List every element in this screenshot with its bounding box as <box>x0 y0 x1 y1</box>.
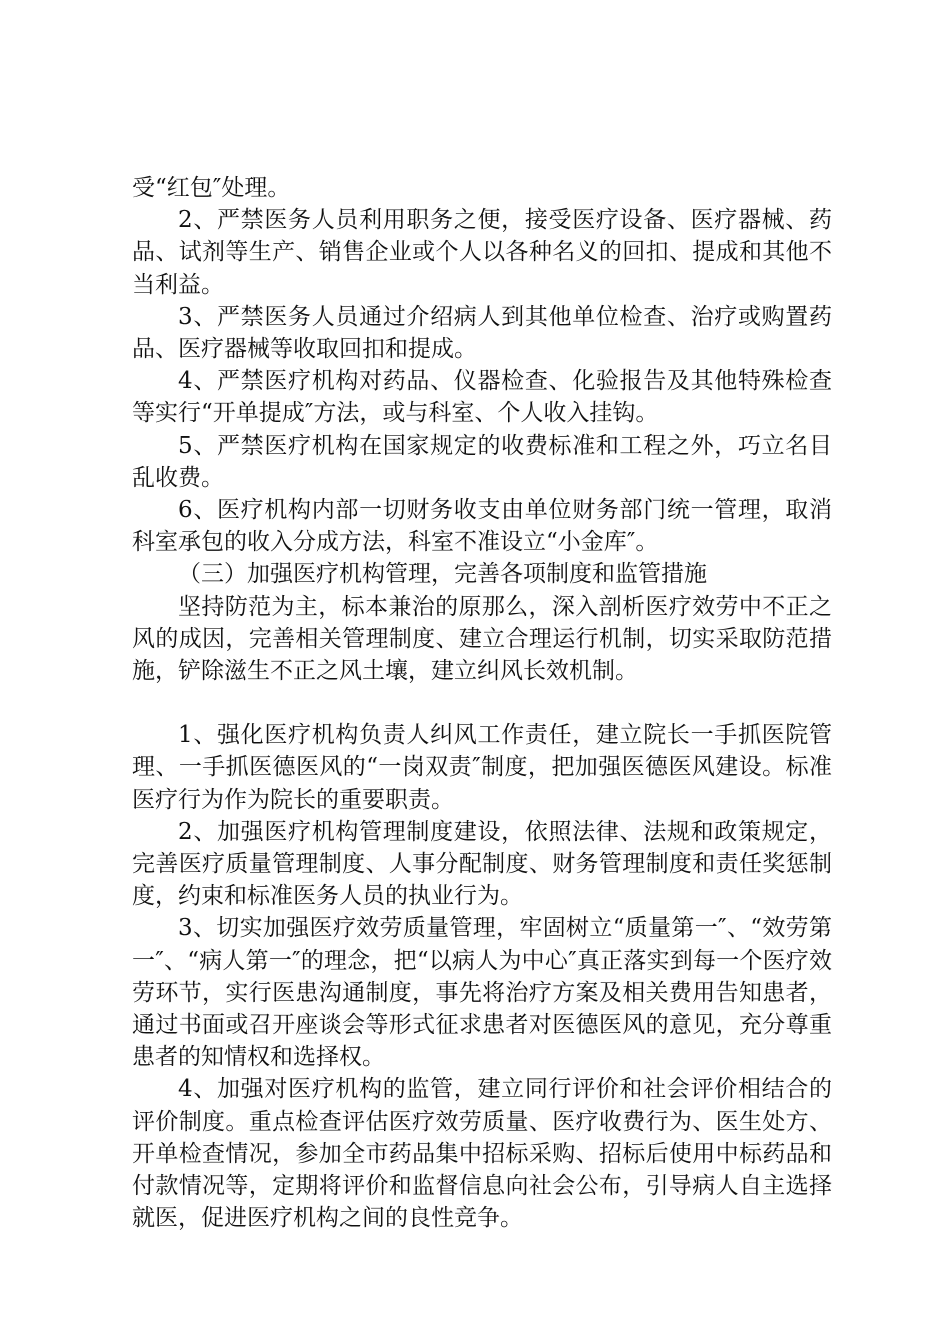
paragraph-spacer <box>132 687 832 719</box>
paragraph-continuation: 受“红包″处理。 <box>132 175 291 201</box>
paragraph-measure-2: 2、加强医疗机构管理制度建设，依照法律、法规和政策规定，完善医疗质量管理制度、人事分配制度、财务管理制度和责任奖惩制度，约束和标准医务人员的执业行为。 <box>132 818 832 910</box>
paragraph-item-3: 3、严禁医务人员通过介绍病人到其他单位检查、治疗或购置药品、医疗器械等收取回扣和提成。 <box>132 303 832 363</box>
document-body <box>132 172 832 1235</box>
paragraph-item-5: 5、严禁医疗机构在国家规定的收费标准和工程之外，巧立名目乱收费。 <box>132 432 832 491</box>
section-intro-paragraph: 坚持防范为主，标本兼治的原那么，深入剖析医疗效劳中不正之风的成因，完善相关管理制度、建立合理运行机制，切实采取防范措施，铲除滋生不正之风土壤，建立纠风长效机制。 <box>132 593 832 685</box>
section-heading: （三）加强医疗机构管理，完善各项制度和监管措施 <box>178 561 707 588</box>
paragraph-item-4: 4、严禁医疗机构对药品、仪器检查、化验报告及其他特殊检查等实行“开单提成″方法，或与科室、个人收入挂钩。 <box>132 368 832 427</box>
paragraph-item-6: 6、医疗机构内部一切财务收支由单位财务部门统一管理，取消科室承包的收入分成方法，科室不准设立“小金库″。 <box>132 497 832 556</box>
paragraph-item-2: 2、严禁医务人员利用职务之便，接受医疗设备、医疗器械、药品、试剂等生产、销售企业或个人以各种名义的回扣、提成和其他不当利益。 <box>132 207 832 298</box>
paragraph-measure-1: 1、强化医疗机构负责人纠风工作责任，建立院长一手抓医院管理、一手抓医德医风的“一岗双责″制度，把加强医德医风建设。标准医疗行为作为院长的重要职责。 <box>132 722 832 813</box>
paragraph-measure-4: 4、加强对医疗机构的监管，建立同行评价和社会评价相结合的评价制度。重点检查评估医疗效劳质量、医疗收费行为、医生处方、开单检查情况，参加全市药品集中招标采购、招标后使用中标药品和付款情况等，定期将评价和监督信息向社会公布，引导病人自主选择就医，促进医疗机构之间的良性竞争。 <box>132 1076 832 1232</box>
paragraph-measure-3: 3、切实加强医疗效劳质量管理，牢固树立“质量第一″、“效劳第一″、“病人第一″的理念，把“以病人为中心″真正落实到每一个医疗效劳环节，实行医患沟通制度，事先将治疗方案及相关费用告知患者，通过书面或召开座谈会等形式征求患者对医德医风的意见，充分尊重患者的知情权和选择权。 <box>132 915 832 1071</box>
